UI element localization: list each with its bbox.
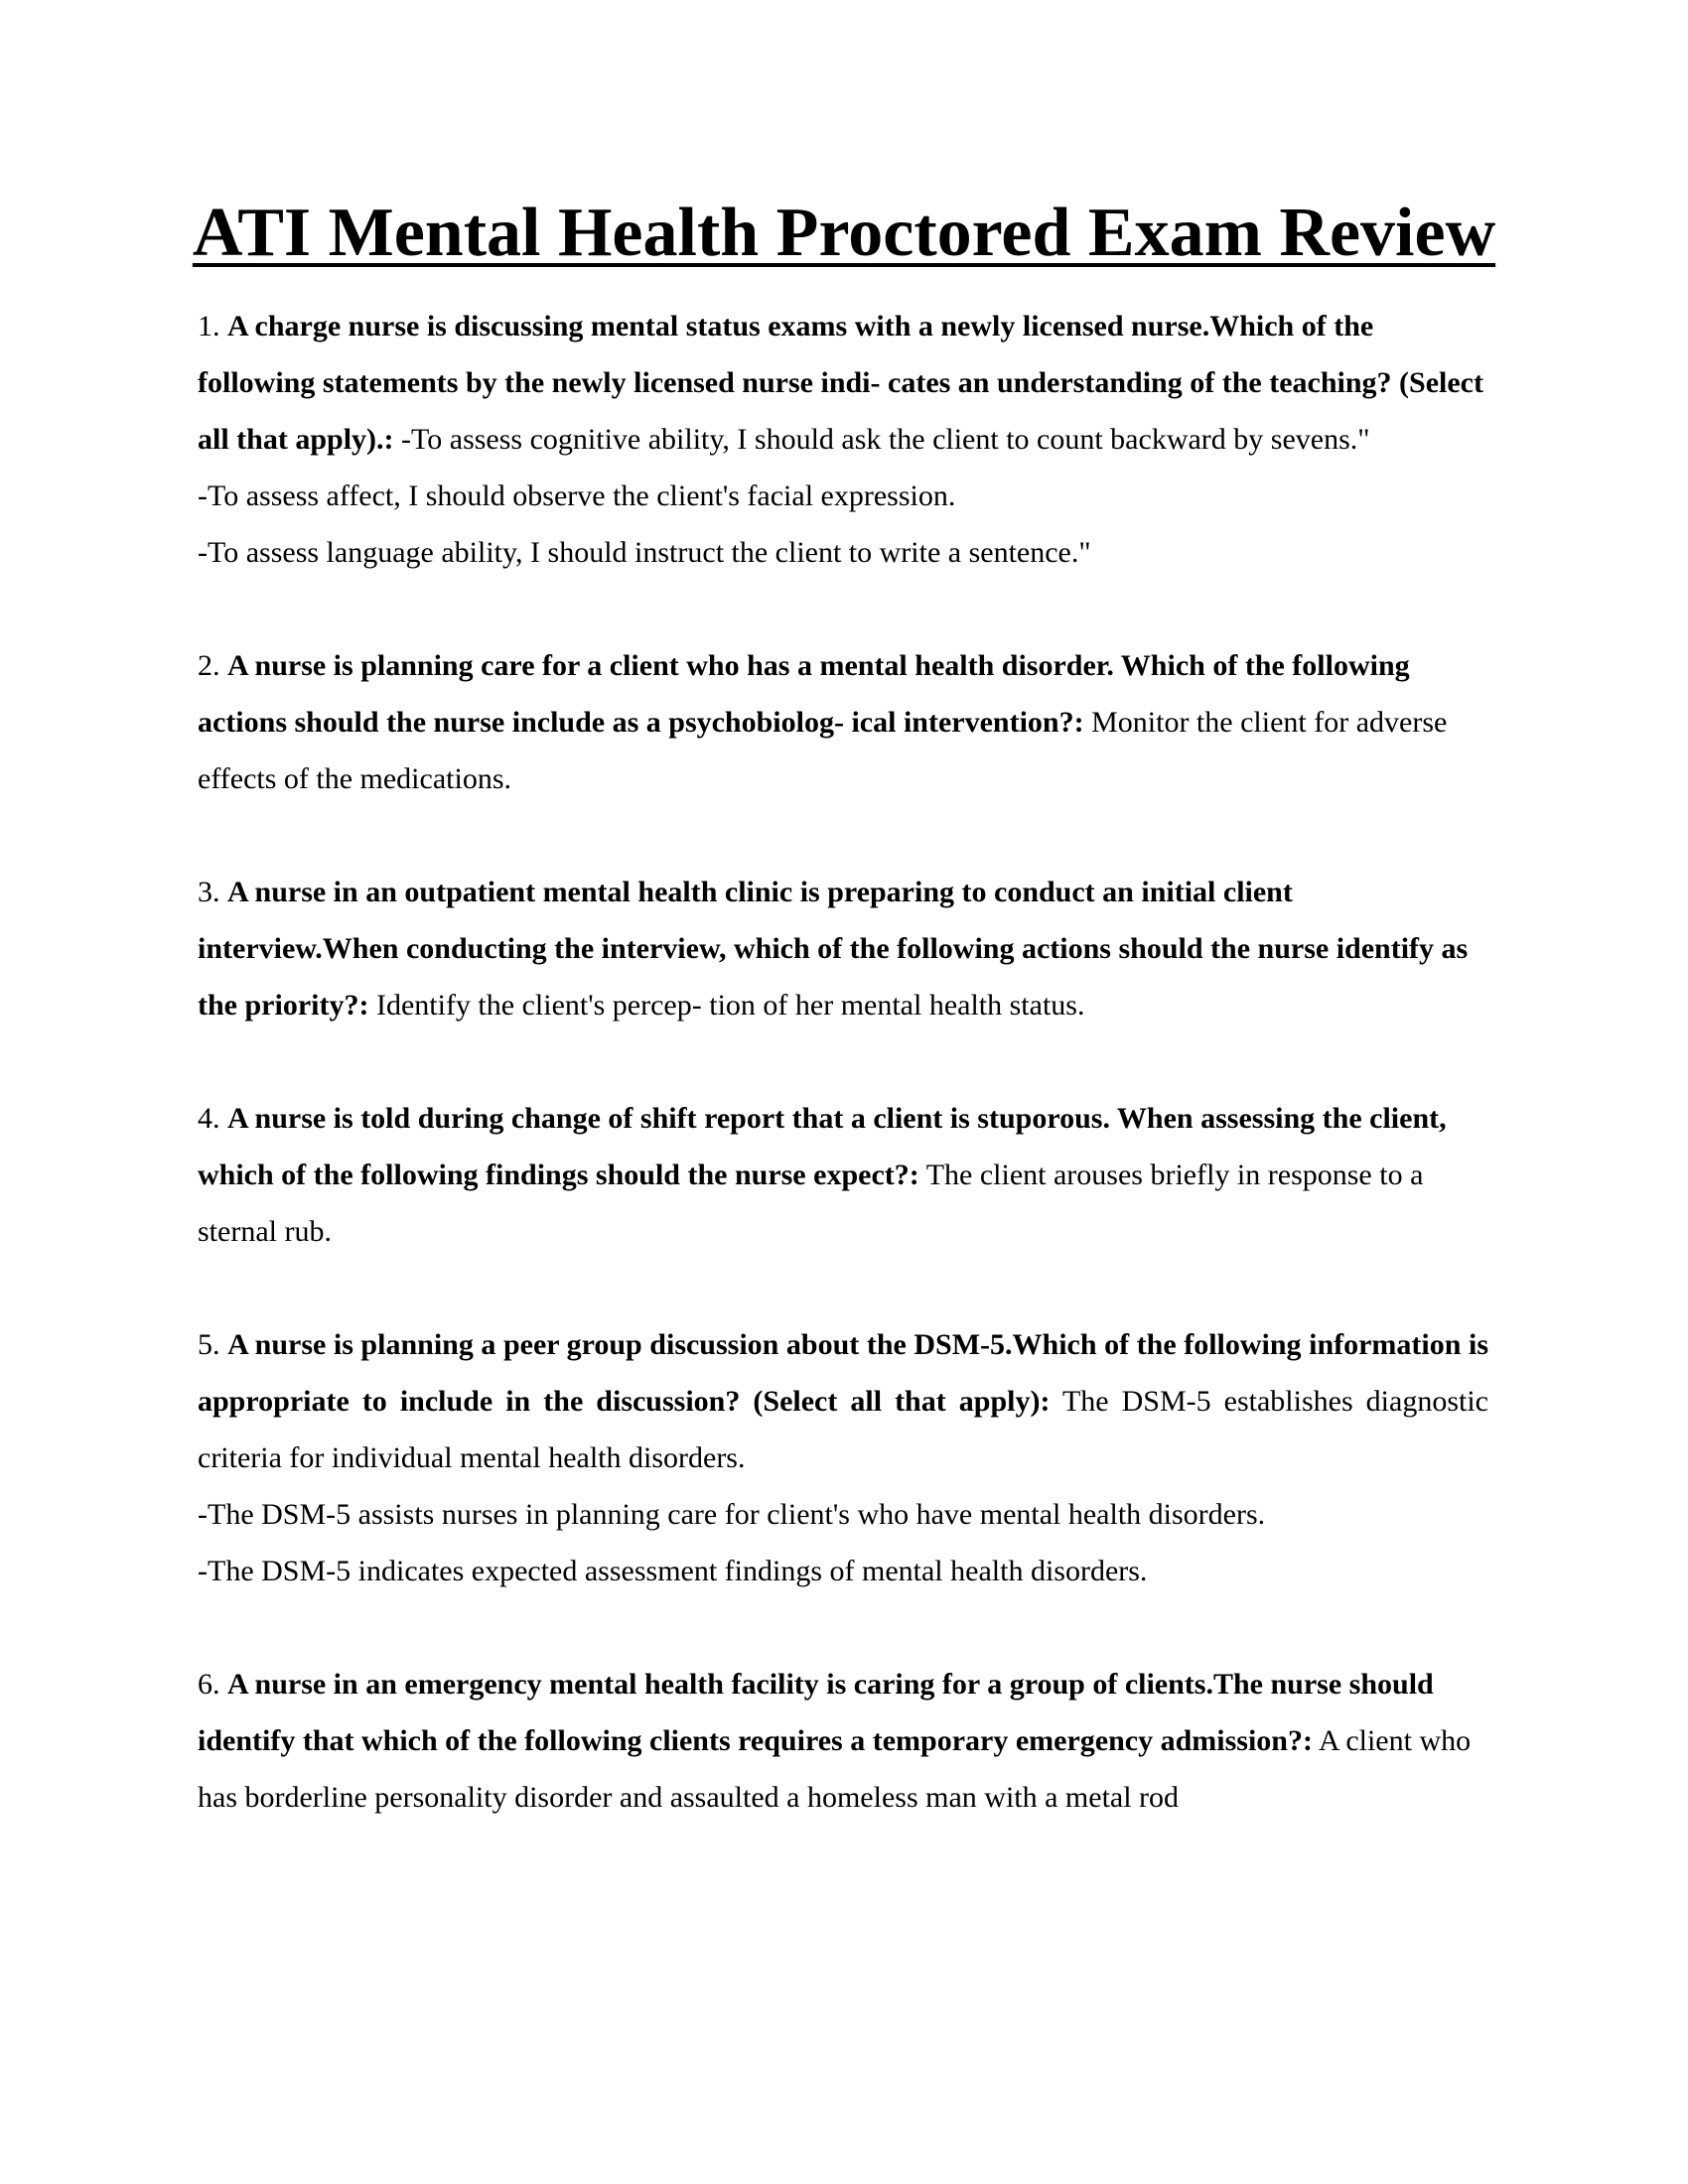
question-item-6	[198, 1656, 1488, 1826]
question-paragraph	[198, 298, 1488, 468]
question-text: A nurse is told during change of shift report that a client is stuporous. When assessing the client, which of the following findings should the nurse expect?:	[198, 1102, 1447, 1191]
question-list	[198, 298, 1488, 1882]
question-item-5	[198, 1316, 1488, 1599]
question-paragraph	[198, 637, 1488, 807]
question-text: A nurse in an emergency mental health facility is caring for a group of clients.The nurse should identify that which of the following clients requires a temporary emergency admission?:	[198, 1668, 1434, 1757]
question-number: 1.	[198, 310, 220, 342]
question-paragraph	[198, 1656, 1488, 1826]
page-title-text: ATI Mental Health Proctored Exam Review	[192, 195, 1496, 271]
question-item-1	[198, 298, 1488, 581]
answer-text: The DSM-5 establishes diagnostic criteria for individual mental health disorders.	[198, 1385, 1488, 1474]
question-item-4	[198, 1090, 1488, 1260]
answer-text: The client arouses briefly in response to a sternal rub.	[198, 1159, 1424, 1248]
question-paragraph	[198, 1316, 1488, 1486]
question-text: A nurse is planning care for a client who has a mental health disorder. Which of the following actions should the nurse include as a psychobiolog- ical intervention?:	[198, 649, 1410, 739]
answer-text: Identify the client's percep- tion of her mental health status.	[375, 989, 1085, 1022]
question-paragraph	[198, 864, 1488, 1033]
question-number: 3.	[198, 876, 220, 908]
answer-line: -The DSM-5 indicates expected assessment findings of mental health disorders.	[198, 1555, 1148, 1587]
question-text: A nurse is planning a peer group discussion about the DSM-5.Which of the following information is appropriate to include in the discussion? (Select all that apply):	[198, 1328, 1488, 1418]
question-item-2	[198, 637, 1488, 807]
question-item-3	[198, 864, 1488, 1033]
answer-text: -To assess cognitive ability, I should ask the client to count backward by sevens."	[401, 423, 1370, 456]
answer-text: Monitor the client for adverse effects of the medications.	[198, 706, 1448, 795]
question-number: 2.	[198, 649, 220, 682]
question-text: A charge nurse is discussing mental status exams with a newly licensed nurse.Which of the following statements by the newly licensed nurse indi- cates an understanding of the teaching? (Select all that apply).:	[198, 310, 1483, 456]
answer-line: -To assess language ability, I should instruct the client to write a sentence."	[198, 536, 1091, 569]
question-number: 5.	[198, 1328, 220, 1361]
question-number: 4.	[198, 1102, 220, 1135]
answer-text: A client who has borderline personality disorder and assaulted a homeless man with a metal rod	[198, 1724, 1472, 1814]
question-paragraph	[198, 1090, 1488, 1260]
answer-line: -To assess affect, I should observe the client's facial expression.	[198, 479, 956, 512]
page-title	[0, 189, 1688, 278]
answer-line: -The DSM-5 assists nurses in planning care for client's who have mental health disorders.	[198, 1498, 1266, 1531]
question-number: 6.	[198, 1668, 220, 1701]
question-text: A nurse in an outpatient mental health clinic is preparing to conduct an initial client interview.When conducting the interview, which of the following actions should the nurse identify as the priority?:	[198, 876, 1469, 1022]
